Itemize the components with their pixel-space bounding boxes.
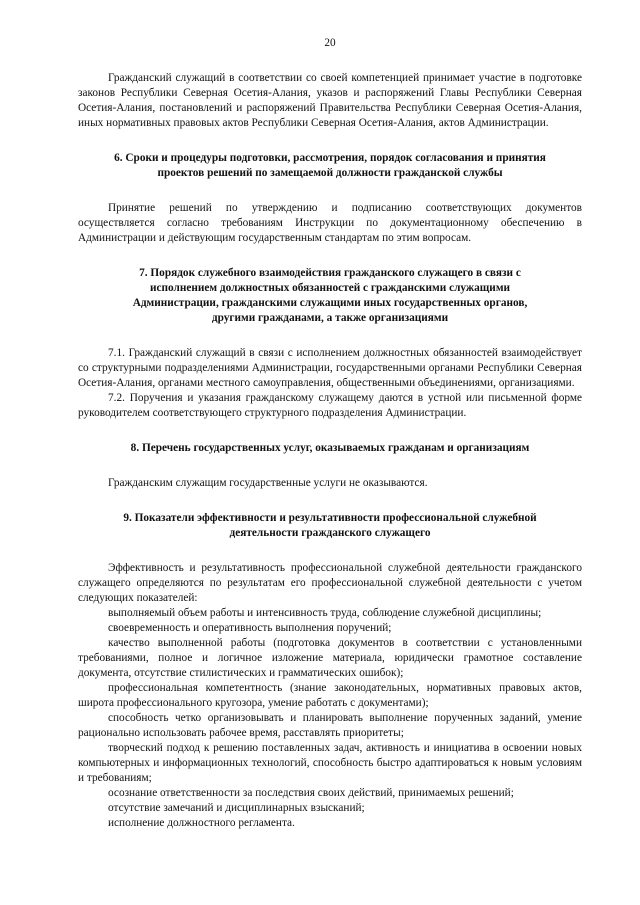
- section-9-item: выполняемый объем работы и интенсивность труда, соблюдение служебной дисциплины;: [108, 607, 542, 619]
- section-8-text: Гражданским служащим государственные услуги не оказываются.: [108, 477, 428, 489]
- section-9-intro: Эффективность и результативность профессиональной служебной деятельности гражданского служащего определяются по результатам его профессиональной служебной деятельности с учетом следующих показателей:: [78, 562, 582, 604]
- section-8-heading: 8. Перечень государственных услуг, оказываемых гражданам и организациям: [130, 442, 530, 454]
- section-9-heading-line-2: деятельности гражданского служащего: [229, 527, 431, 539]
- section-9-item: исполнение должностного регламента.: [108, 817, 295, 829]
- section-6-heading-line-1: 6. Сроки и процедуры подготовки, рассмотрения, порядок согласования и принятия: [114, 152, 546, 164]
- section-9-item: осознание ответственности за последствия своих действий, принимаемых решений;: [108, 787, 514, 799]
- section-7-heading-line-3: Администрации, гражданскими служащими иных государственных органов,: [132, 297, 528, 309]
- section-9-item: творческий подход к решению поставленных задач, активность и инициатива в освоении новых компьютерных и информационных технологий, способность быстро адаптироваться к новым условиям и требованиям;: [78, 742, 582, 784]
- section-9-item: своевременность и оперативность выполнения поручений;: [108, 622, 392, 634]
- section-9-item: качество выполненной работы (подготовка документов в соответствии с установленными требованиями, полное и логичное изложение материала, юридически грамотное составление документа, отсутствие стилистических и грамматических ошибок);: [78, 637, 582, 679]
- section-6-heading: [78, 151, 582, 181]
- section-9-item: способность четко организовывать и планировать выполнение порученных заданий, умение рационально использовать рабочее время, расставлять приоритеты;: [78, 712, 582, 739]
- page-number: 20: [324, 37, 336, 49]
- section-6-text: Принятие решений по утверждению и подписанию соответствующих документов осуществляется согласно требованиям Инструкции по документационному обеспечению в Администрации и действующим государственным стандартам по этим вопросам.: [78, 202, 582, 244]
- section-9-item: профессиональная компетентность (знание законодательных, нормативных правовых актов, широта профессионального кругозора, умение работать с документами);: [78, 682, 582, 709]
- section-7-heading-line-1: 7. Порядок служебного взаимодействия гражданского служащего в связи с: [139, 267, 521, 279]
- section-7-heading: [78, 266, 582, 326]
- section-9-heading: [78, 511, 582, 541]
- section-7-heading-line-2: исполнением должностных обязанностей с гражданскими служащими: [149, 282, 511, 294]
- section-7-heading-line-4: другими гражданами, а также организациями: [211, 312, 449, 324]
- section-6-heading-line-2: проектов решений по замещаемой должности гражданской службы: [157, 167, 503, 179]
- section-7-paragraph-2: 7.2. Поручения и указания гражданскому служащему даются в устной или письменной форме руководителем соответствующего структурного подразделения Администрации.: [78, 392, 582, 419]
- section-9-item: отсутствие замечаний и дисциплинарных взысканий;: [108, 802, 365, 814]
- section-9-heading-line-1: 9. Показатели эффективности и результативности профессиональной служебной: [123, 512, 537, 524]
- section-7-paragraph-1: 7.1. Гражданский служащий в связи с исполнением должностных обязанностей взаимодействует со структурными подразделениями Администрации, государственными органами Республики Северная Осетия-Алания, органами местного самоуправления, общественными объединениями, организациями.: [78, 347, 582, 389]
- intro-paragraph: Гражданский служащий в соответствии со своей компетенцией принимает участие в подготовке законов Республики Северная Осетия-Алания, указов и распоряжений Главы Республики Северная Осетия-Алания, постановлений и распоряжений Правительства Республики Северная Осетия-Алания, иных нормативных правовых актов Республики Северная Осетия-Алания, актов Администрации.: [78, 72, 582, 129]
